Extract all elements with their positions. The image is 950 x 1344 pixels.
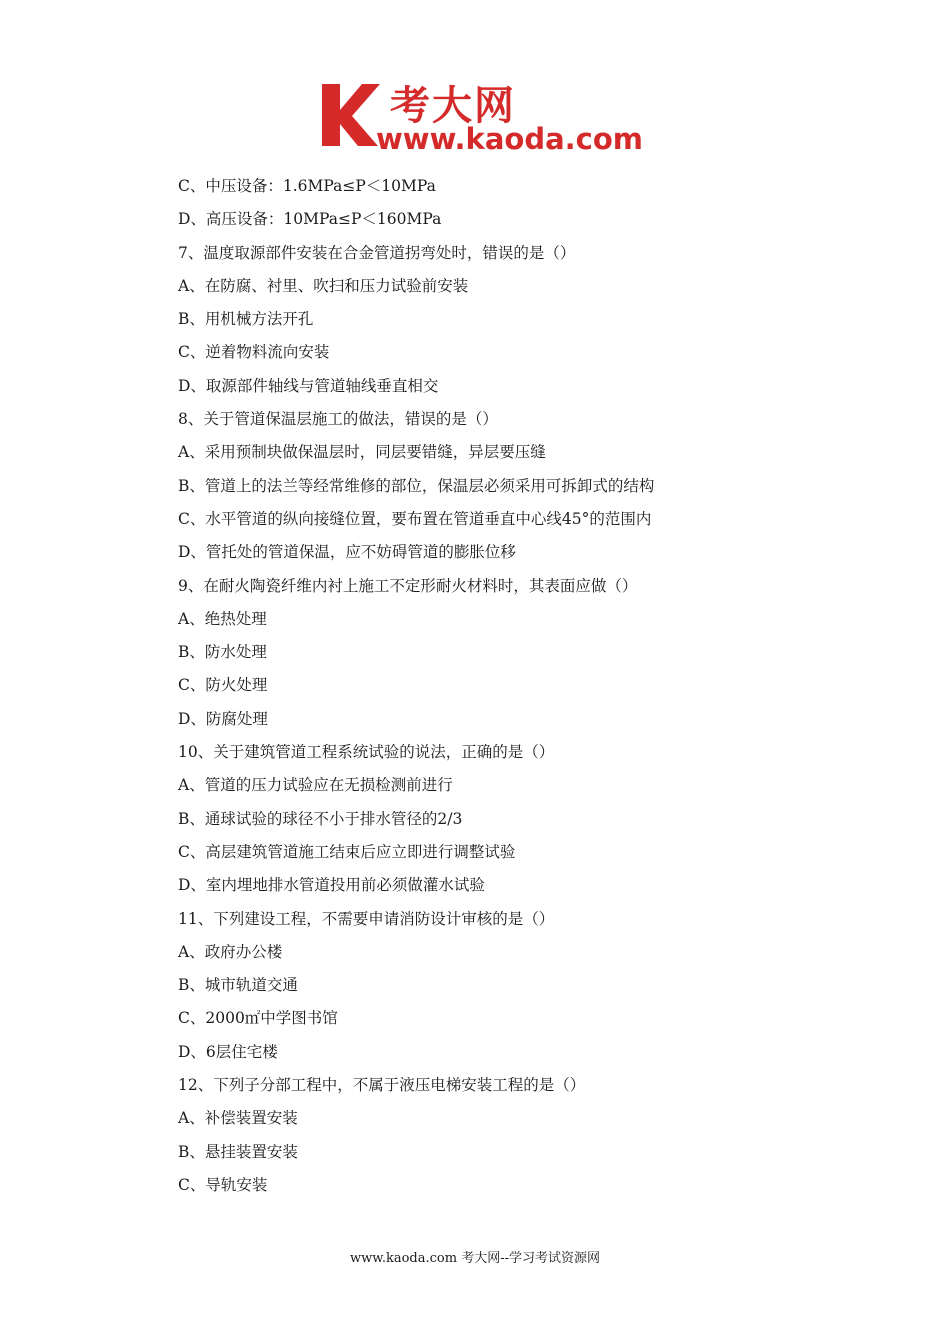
text-line: C、2000㎡中学图书馆 (178, 1009, 338, 1028)
text-line: C、水平管道的纵向接缝位置，要布置在管道垂直中心线45°的范围内 (178, 509, 652, 528)
text-line: B、悬挂装置安装 (178, 1142, 298, 1161)
logo-url-text: www.kaoda.com (376, 122, 643, 156)
text-line: A、补偿装置安装 (178, 1109, 298, 1128)
text-line: B、管道上的法兰等经常维修的部位，保温层必须采用可拆卸式的结构 (178, 476, 655, 495)
text-line: D、防腐处理 (178, 709, 268, 728)
question-stem: 8、关于管道保温层施工的做法，错误的是（） (178, 410, 498, 429)
question-list (178, 172, 798, 1204)
text-line: D、高压设备：10MPa≤P＜160MPa (178, 210, 442, 229)
text-line: A、绝热处理 (178, 609, 267, 628)
text-line: C、中压设备：1.6MPa≤P＜10MPa (178, 177, 436, 195)
text-line: D、室内埋地排水管道投用前必须做灌水试验 (178, 876, 485, 895)
text-line: C、导轨安装 (178, 1175, 268, 1194)
text-line: B、通球试验的球径不小于排水管径的2/3 (178, 809, 463, 828)
page-footer: www.kaoda.com 考大网--学习考试资源网 (350, 1251, 600, 1266)
text-line: D、6层住宅楼 (178, 1042, 278, 1061)
text-line: C、防火处理 (178, 676, 268, 695)
site-logo (318, 80, 643, 160)
text-line: C、逆着物料流向安装 (178, 343, 330, 362)
logo-chinese-text: 考大网 (390, 83, 516, 129)
question-stem: 12、下列子分部工程中，不属于液压电梯安装工程的是（） (178, 1076, 586, 1095)
text-line: A、管道的压力试验应在无损检测前进行 (178, 776, 453, 795)
text-line: B、防水处理 (178, 643, 267, 662)
text-line: B、城市轨道交通 (178, 976, 298, 995)
question-stem: 7、温度取源部件安装在合金管道拐弯处时，错误的是（） (178, 243, 576, 262)
question-stem: 11、下列建设工程，不需要申请消防设计审核的是（） (178, 909, 555, 928)
text-line: A、在防腐、衬里、吹扫和压力试验前安装 (178, 276, 469, 295)
text-line: D、管托处的管道保温，应不妨碍管道的膨胀位移 (178, 543, 516, 562)
question-stem: 10、关于建筑管道工程系统试验的说法，正确的是（） (178, 743, 555, 762)
text-line: A、政府办公楼 (178, 942, 283, 961)
text-line: C、高层建筑管道施工结束后应立即进行调整试验 (178, 842, 516, 861)
k-logo-icon (318, 82, 382, 148)
text-line: A、采用预制块做保温层时，同层要错缝，异层要压缝 (178, 443, 546, 462)
question-stem: 9、在耐火陶瓷纤维内衬上施工不定形耐火材料时，其表面应做（） (178, 576, 638, 595)
text-line: D、取源部件轴线与管道轴线垂直相交 (178, 376, 439, 395)
text-line: B、用机械方法开孔 (178, 310, 314, 329)
